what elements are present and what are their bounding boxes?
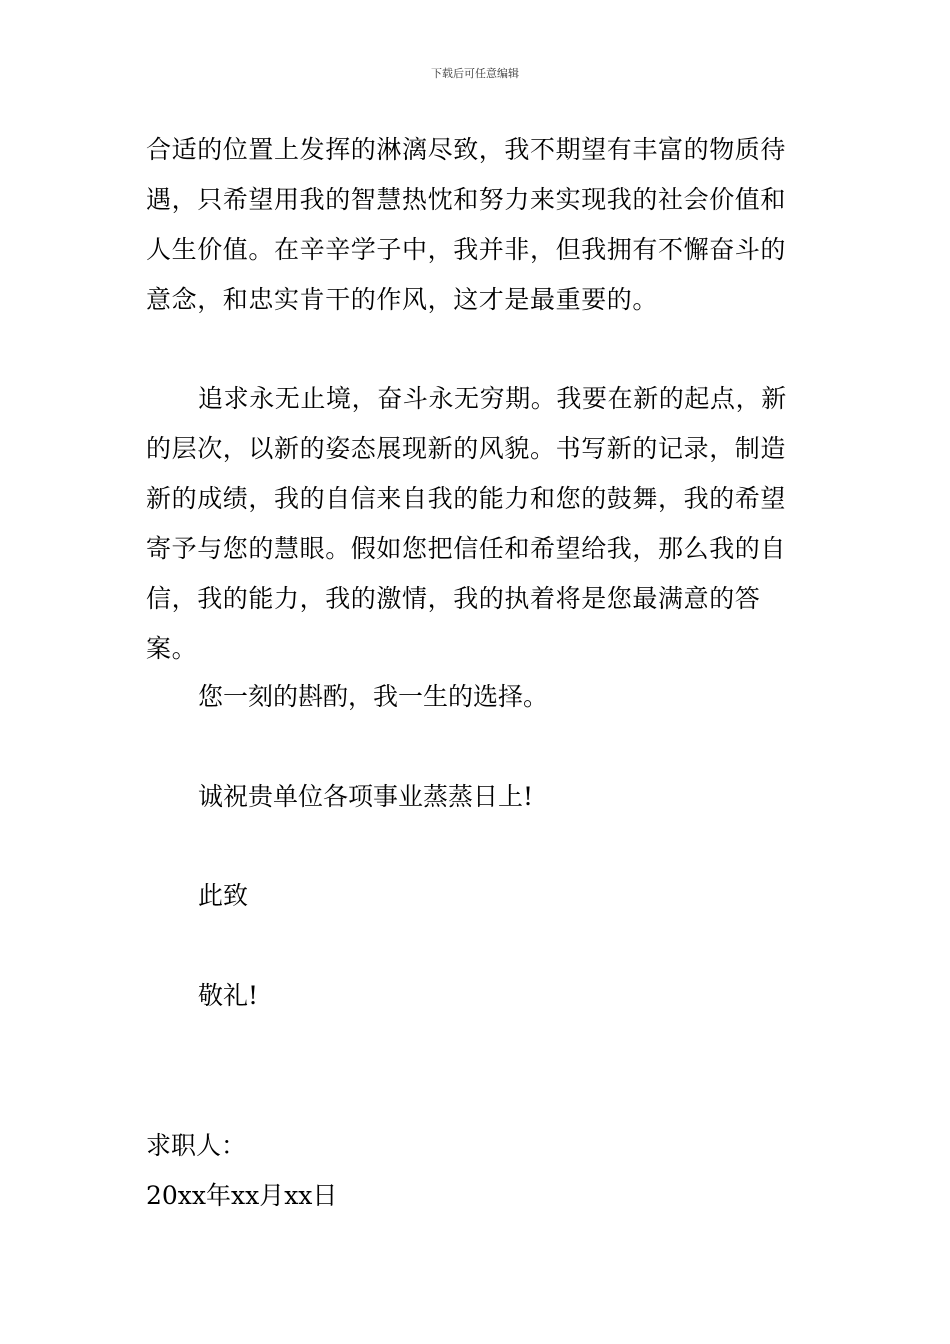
signature-date: 20xx年xx月xx日 [146,1181,338,1210]
closing-salutation-jingli: 敬礼! [198,981,259,1010]
closing-line-wishes: 诚祝贵单位各项事业蒸蒸日上! [198,782,534,811]
body-paragraph-1: 合适的位置上发挥的淋漓尽致，我不期望有丰富的物质待遇，只希望用我的智慧热忱和努力来实现我的社会价值和人生价值。在辛辛学子中，我并非，但我拥有不懈奋斗的意念，和忠实肯干的作风，这才是最重要的。 [146,135,787,314]
closing-salutation-cizhi: 此致 [198,881,249,910]
page-header-note: 下载后可任意编辑 [431,67,519,80]
body-paragraph-2: 追求永无止境，奋斗永无穷期。我要在新的起点，新的层次，以新的姿态展现新的风貌。书写新的记录，制造新的成绩，我的自信来自我的能力和您的鼓舞，我的希望寄予与您的慧眼。假如您把信任和希望给我，那么我的自信，我的能力，我的激情，我的执着将是您最满意的答案。 [146,384,787,663]
closing-line-consideration: 您一刻的斟酌，我一生的选择。 [198,682,549,711]
signature-applicant: 求职人： [146,1131,247,1160]
